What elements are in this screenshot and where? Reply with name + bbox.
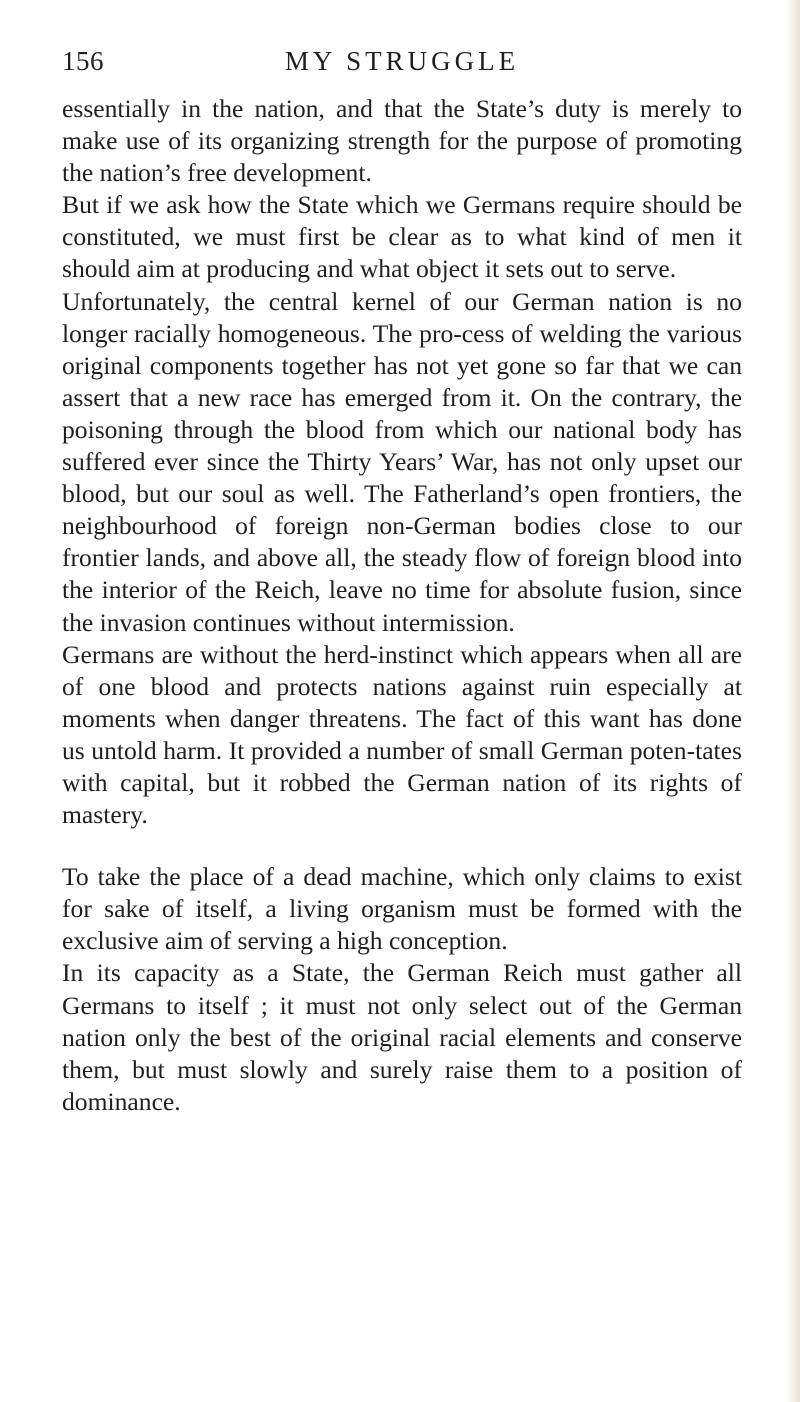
- page-header: [62, 46, 742, 86]
- page-number: 156: [62, 46, 104, 76]
- paragraph: essentially in the nation, and that the State’s duty is merely to make use of its organizing strength for the purpose of promoting the nation’s free development.: [62, 94, 742, 188]
- paragraph: But if we ask how the State which we Germans require should be constituted, we must first be clear as to what kind of men it should aim at producing and what object it sets out to serve.: [62, 190, 742, 284]
- paragraph: In its capacity as a State, the German Reich must gather all Germans to itself ; it must not only select out of the German nation only the best of the original racial elements and conserve them, but must slowly and surely raise them to a position of dominance.: [62, 958, 742, 1116]
- paragraph: Unfortunately, the central kernel of our German nation is no longer racially homogeneous. The pro-cess of welding the various original components together has not yet gone so far that we can assert that a new race has emerged from it. On the contrary, the poisoning through the blood from which our national body has suffered ever since the Thirty Years’ War, has not only upset our blood, but our soul as well. The Fatherland’s open frontiers, the neighbourhood of foreign non-German bodies close to our frontier lands, and above all, the steady flow of foreign blood into the interior of the Reich, leave no time for absolute fusion, since the invasion continues without intermission.: [62, 286, 742, 637]
- page-edge-shadow: [786, 0, 800, 1402]
- paragraph: Germans are without the herd-instinct which appears when all are of one blood and protects nations against ruin especially at moments when danger threatens. The fact of this want has done us untold harm. It provided a number of small German poten-tates with capital, but it robbed the German nation of its rights of mastery.: [62, 639, 742, 830]
- section-break: [62, 831, 742, 861]
- paragraph: To take the place of a dead machine, which only claims to exist for sake of itself, a living organism must be formed with the exclusive aim of serving a high conception.: [62, 862, 742, 956]
- body-text: [62, 93, 742, 1118]
- running-head: MY STRUGGLE: [284, 46, 520, 76]
